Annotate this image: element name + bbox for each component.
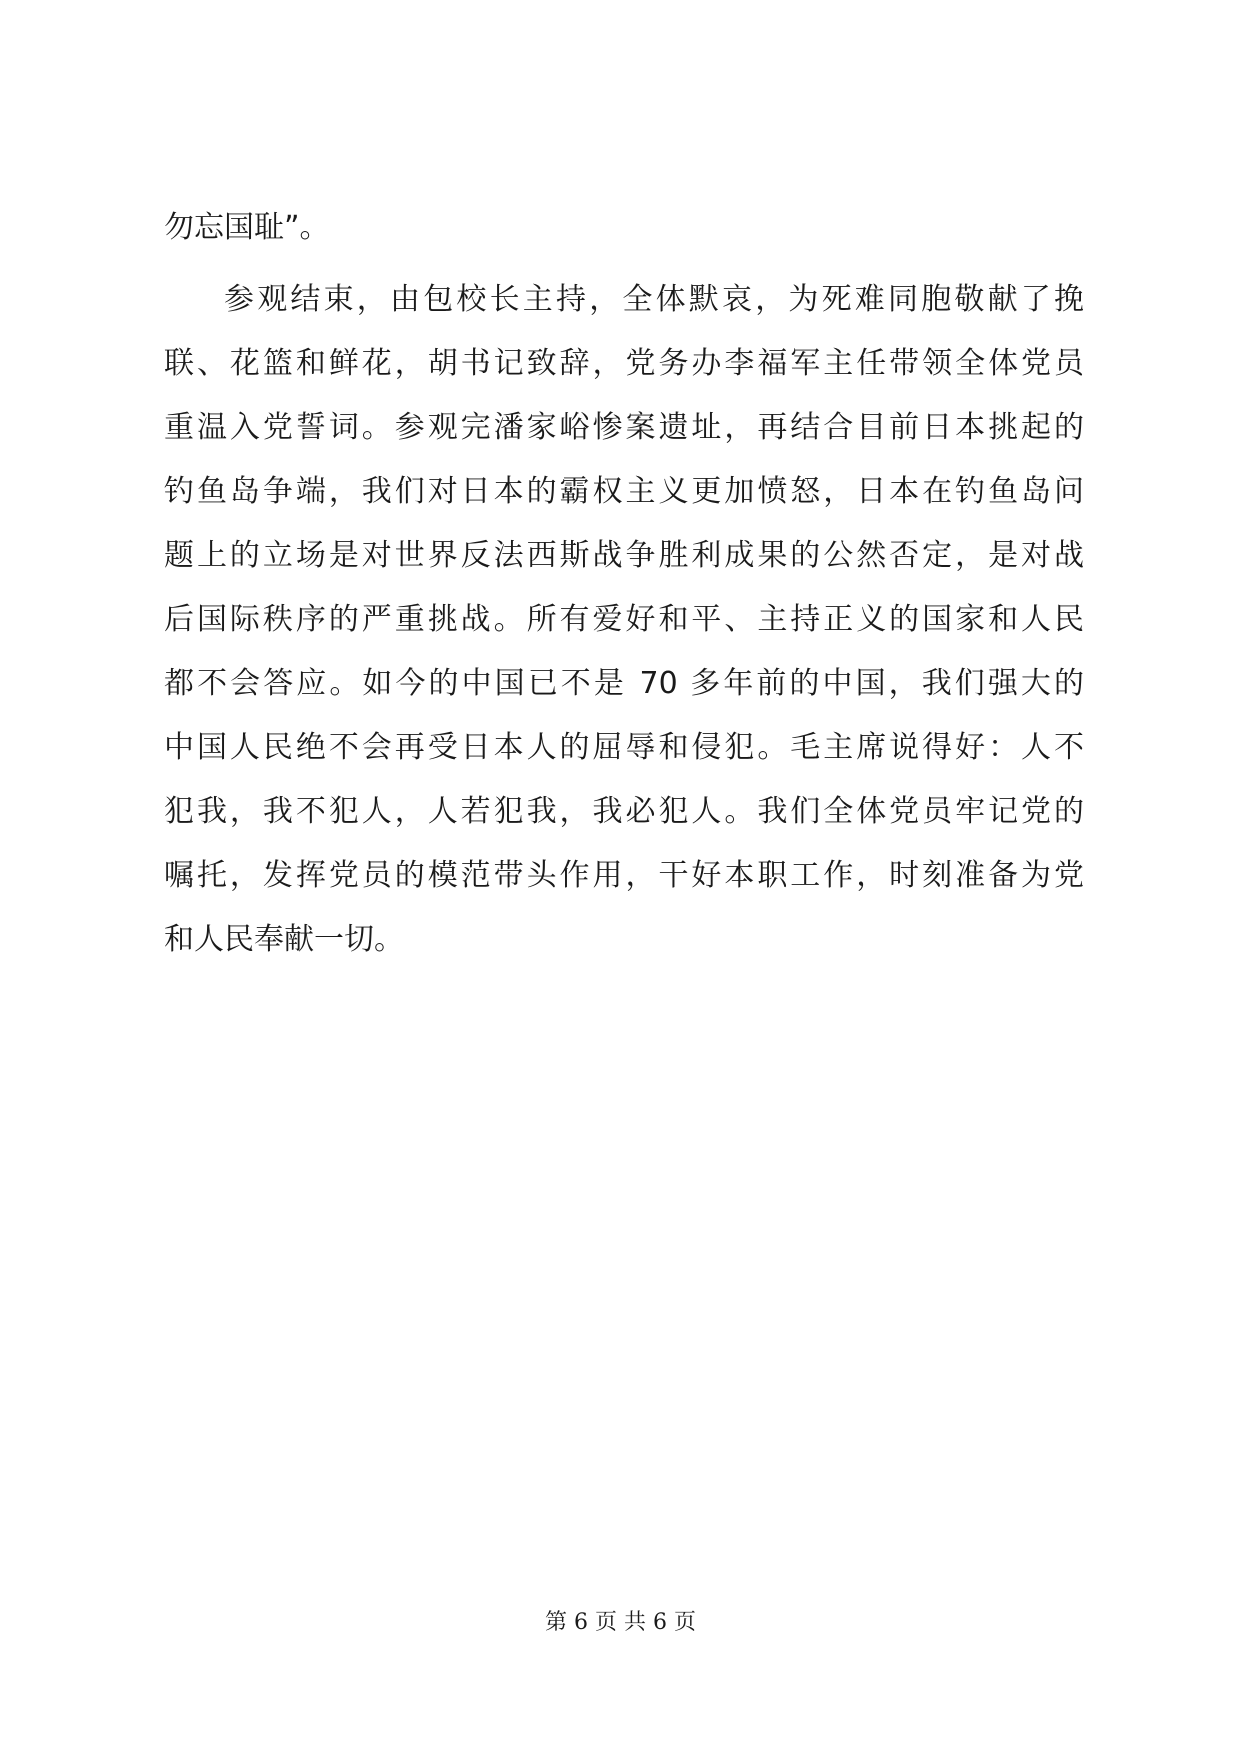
body-text [164,210,1084,957]
paragraph-line: 联、花篮和鲜花，胡书记致辞，党务办李福军主任带领全体党员 [164,346,1084,381]
paragraph-line: 嘱托，发挥党员的模范带头作用，干好本职工作，时刻准备为党 [164,858,1084,893]
page-number-footer: 第 6 页 共 6 页 [545,1610,696,1635]
paragraph-line: 和人民奉献一切。 [164,922,404,957]
paragraph-line: 犯我，我不犯人，人若犯我，我必犯人。我们全体党员牢记党的 [164,794,1084,829]
continued-line: 勿忘国耻”。 [164,210,330,245]
paragraph [164,268,1084,972]
paragraph-line: 后国际秩序的严重挑战。所有爱好和平、主持正义的国家和人民 [164,602,1084,637]
paragraph-line: 题上的立场是对世界反法西斯战争胜利成果的公然否定，是对战 [164,538,1084,573]
paragraph-line: 都不会答应。如今的中国已不是 70 多年前的中国，我们强大的 [164,666,1084,701]
paragraph-line: 参观结束，由包校长主持，全体默哀，为死难同胞敬献了挽 [224,282,1084,317]
paragraph-line: 中国人民绝不会再受日本人的屈辱和侵犯。毛主席说得好：人不 [164,730,1084,765]
paragraph-line: 重温入党誓词。参观完潘家峪惨案遗址，再结合目前日本挑起的 [164,410,1084,445]
paragraph-line: 钓鱼岛争端，我们对日本的霸权主义更加愤怒，日本在钓鱼岛问 [164,474,1084,509]
